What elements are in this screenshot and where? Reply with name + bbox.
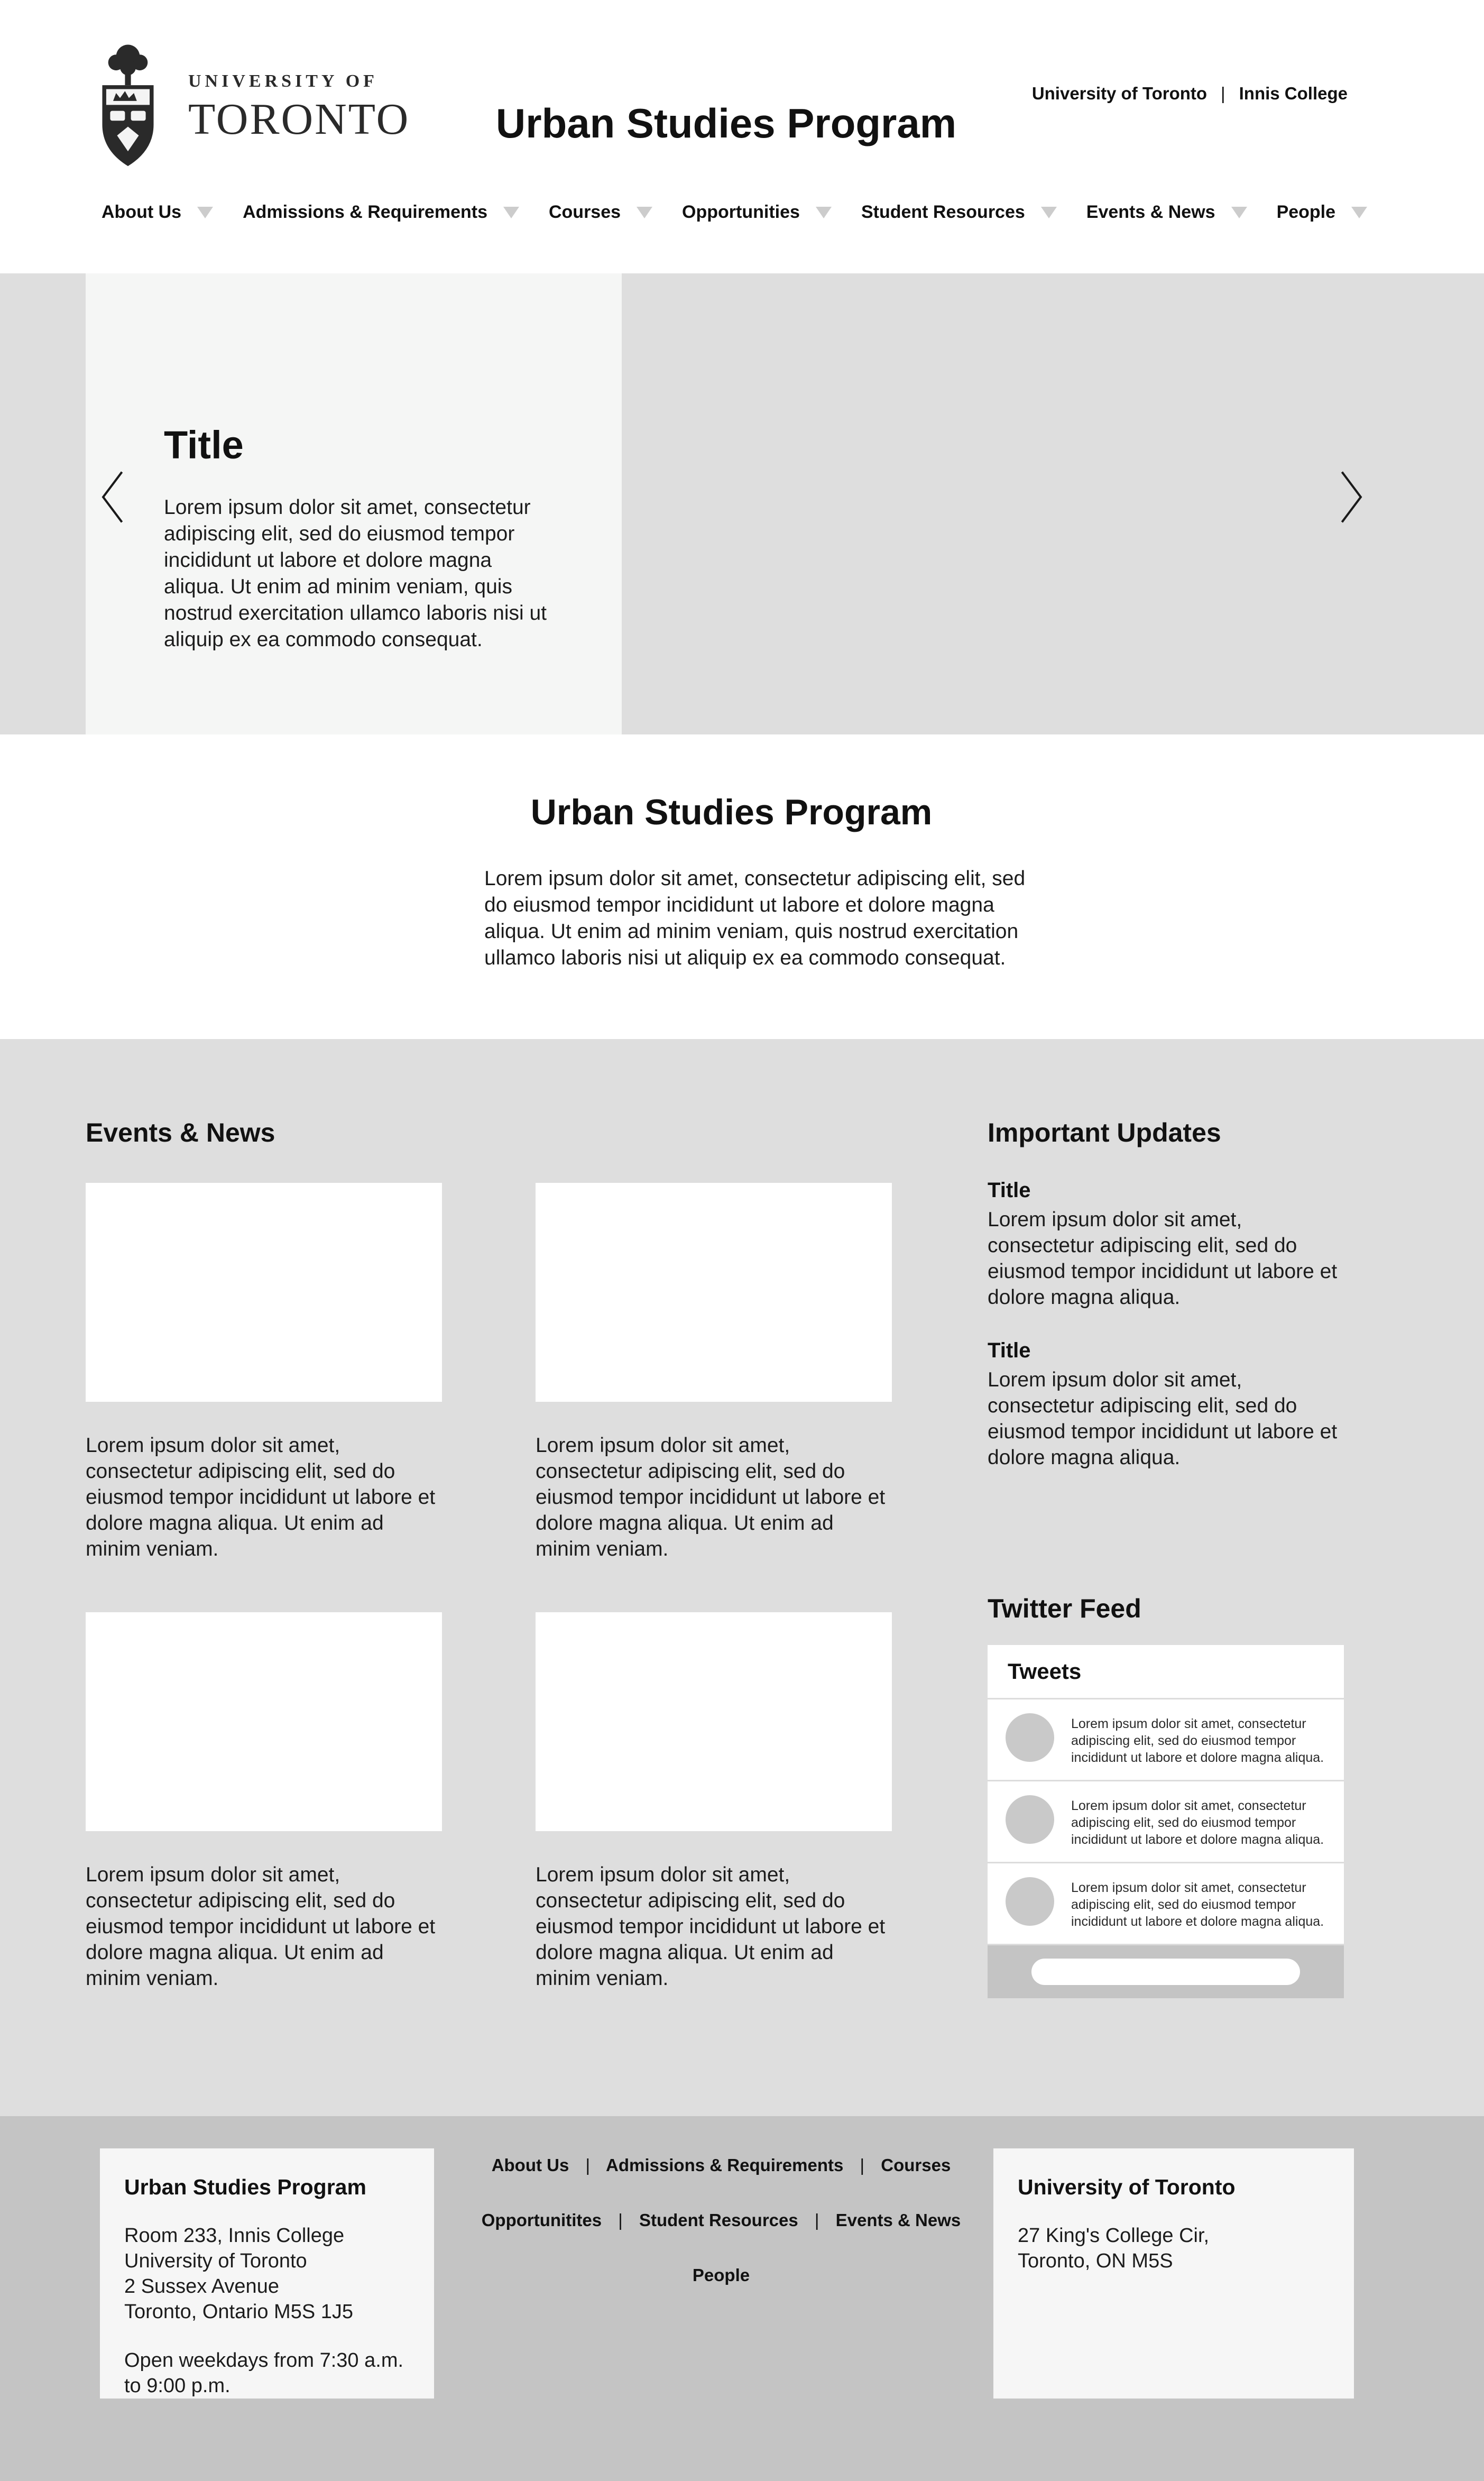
intro-heading: Urban Studies Program (530, 792, 933, 832)
affiliation-links (1032, 84, 1348, 104)
tweet-item[interactable] (988, 1863, 1344, 1945)
footer-nav-separator: | (585, 2155, 591, 2175)
footer-nav (449, 2155, 993, 2320)
footer-link-admissions[interactable]: Admissions & Requirements (606, 2155, 844, 2175)
address-line: University of Toronto (124, 2250, 307, 2272)
sidebar-column (988, 1117, 1353, 1998)
footer-contact-card (100, 2148, 434, 2399)
nav-label: Opportunities (682, 202, 800, 222)
hero-carousel (0, 273, 1484, 734)
tweet-item[interactable] (988, 1699, 1344, 1781)
event-image-placeholder (536, 1183, 892, 1402)
header (0, 0, 1484, 273)
intro-section (0, 734, 1484, 1039)
footer-contact-address (124, 2223, 410, 2324)
site-title: Urban Studies Program (495, 100, 957, 146)
footer-nav-row (449, 2155, 993, 2175)
nav-item-courses[interactable] (549, 202, 652, 223)
link-innis-college[interactable]: Innis College (1239, 84, 1348, 103)
important-updates-heading: Important Updates (988, 1118, 1221, 1147)
tweet-item[interactable] (988, 1781, 1344, 1863)
link-university-of-toronto[interactable]: University of Toronto (1031, 84, 1208, 103)
twitter-widget-footer (988, 1945, 1344, 1998)
twitter-feed-heading: Twitter Feed (988, 1594, 1141, 1623)
footer-link-events-news[interactable]: Events & News (835, 2210, 961, 2230)
event-caption: Lorem ipsum dolor sit amet, consectetur adipiscing elit, sed do eiusmod tempor incididunt ut labore et dolore magna aliqua. Ut enim ad minim veniam. (536, 1434, 886, 1560)
events-news-heading: Events & News (86, 1118, 275, 1147)
update-title: Title (988, 1339, 1031, 1362)
events-grid (86, 1183, 892, 1991)
nav-label: Events & News (1086, 202, 1215, 222)
chevron-left-icon (100, 470, 124, 525)
tweet-text: Lorem ipsum dolor sit amet, consectetur adipiscing elit, sed do eiusmod tempor incididunt ut labore et dolore magna aliqua. (1071, 1798, 1324, 1847)
chevron-down-icon (503, 207, 519, 218)
footer-link-people[interactable]: People (692, 2265, 750, 2285)
main-nav (102, 202, 1367, 223)
footer (0, 2116, 1484, 2481)
event-caption: Lorem ipsum dolor sit amet, consectetur adipiscing elit, sed do eiusmod tempor incididunt ut labore et dolore magna aliqua. Ut enim ad minim veniam. (86, 1434, 436, 1560)
nav-label: People (1276, 202, 1336, 222)
chevron-down-icon (197, 207, 213, 218)
event-card[interactable] (86, 1183, 442, 1562)
chevron-down-icon (1041, 207, 1057, 218)
nav-label: About Us (102, 202, 182, 222)
footer-university-heading: University of Toronto (1018, 2175, 1236, 2199)
footer-link-about-us[interactable]: About Us (491, 2155, 569, 2175)
affiliation-separator: | (1221, 84, 1225, 103)
update-text: Lorem ipsum dolor sit amet, consectetur adipiscing elit, sed do eiusmod tempor incididunt ut labore et dolore magna aliqua. (988, 1368, 1338, 1469)
footer-nav-separator: | (814, 2210, 819, 2230)
event-image-placeholder (86, 1612, 442, 1831)
event-card[interactable] (536, 1183, 892, 1562)
footer-university-card (993, 2148, 1354, 2399)
wordmark-line2: TORONTO (188, 94, 410, 144)
address-line: 2 Sussex Avenue (124, 2275, 279, 2298)
footer-nav-separator: | (860, 2155, 865, 2175)
tweet-text: Lorem ipsum dolor sit amet, consectetur adipiscing elit, sed do eiusmod tempor incididunt ut labore et dolore magna aliqua. (1071, 1880, 1324, 1929)
nav-label: Student Resources (861, 202, 1025, 222)
nav-label: Courses (548, 202, 621, 222)
avatar (1006, 1877, 1054, 1926)
nav-item-admissions[interactable] (243, 202, 519, 223)
address-line: Room 233, Innis College (124, 2225, 345, 2247)
address-line: Toronto, ON M5S (1018, 2250, 1173, 2272)
events-news-column (86, 1117, 892, 1991)
event-image-placeholder (86, 1183, 442, 1402)
avatar (1006, 1713, 1054, 1762)
twitter-action-button[interactable] (1031, 1959, 1300, 1985)
footer-nav-separator: | (618, 2210, 623, 2230)
carousel-prev-button[interactable] (91, 468, 133, 526)
footer-nav-row (449, 2210, 993, 2230)
chevron-down-icon (1351, 207, 1367, 218)
twitter-widget (988, 1645, 1344, 1998)
address-line: 27 King's College Cir, (1018, 2225, 1210, 2247)
carousel-next-button[interactable] (1331, 468, 1373, 526)
nav-item-opportunities[interactable] (682, 202, 832, 223)
content-section (0, 1039, 1484, 2116)
chevron-right-icon (1340, 470, 1363, 525)
updates-list (988, 1179, 1353, 1471)
event-caption: Lorem ipsum dolor sit amet, consectetur adipiscing elit, sed do eiusmod tempor incididunt ut labore et dolore magna aliqua. Ut enim ad minim veniam. (536, 1863, 886, 1990)
hero-slide-text: Lorem ipsum dolor sit amet, consectetur adipiscing elit, sed do eiusmod tempor incididunt ut labore et dolore magna aliqua. Ut enim ad minim veniam, quis nostrud exercitation ullamco laboris nisi ut aliquip ex ea commodo consequat. (164, 496, 547, 651)
avatar (1006, 1795, 1054, 1844)
wordmark-line1: UNIVERSITY OF (188, 71, 378, 91)
footer-hours: Open weekdays from 7:30 a.m. to 9:00 p.m. (124, 2349, 404, 2397)
footer-link-opportunities[interactable]: Opportunitites (481, 2210, 602, 2230)
footer-university-address (1018, 2223, 1330, 2274)
update-item (988, 1179, 1353, 1310)
footer-contact-heading: Urban Studies Program (124, 2175, 366, 2199)
update-title: Title (988, 1179, 1031, 1202)
update-text: Lorem ipsum dolor sit amet, consectetur adipiscing elit, sed do eiusmod tempor incididunt ut labore et dolore magna aliqua. (988, 1208, 1338, 1309)
footer-link-student-resources[interactable]: Student Resources (639, 2210, 798, 2230)
address-line: Toronto, Ontario M5S 1J5 (124, 2301, 353, 2323)
update-item (988, 1339, 1353, 1471)
chevron-down-icon (1231, 207, 1247, 218)
hero-slide-title: Title (164, 423, 244, 467)
chevron-down-icon (637, 207, 652, 218)
event-card[interactable] (86, 1612, 442, 1991)
event-caption: Lorem ipsum dolor sit amet, consectetur adipiscing elit, sed do eiusmod tempor incididunt ut labore et dolore magna aliqua. Ut enim ad minim veniam. (86, 1863, 436, 1990)
event-card[interactable] (536, 1612, 892, 1991)
nav-item-events-news[interactable] (1086, 202, 1247, 223)
chevron-down-icon (816, 207, 832, 218)
nav-item-about-us[interactable] (102, 202, 213, 223)
tweet-text: Lorem ipsum dolor sit amet, consectetur adipiscing elit, sed do eiusmod tempor incididunt ut labore et dolore magna aliqua. (1071, 1716, 1324, 1765)
footer-nav-row (449, 2265, 993, 2285)
nav-label: Admissions & Requirements (243, 202, 487, 222)
nav-item-people[interactable] (1277, 202, 1367, 223)
footer-link-courses[interactable]: Courses (881, 2155, 951, 2175)
tweets-header: Tweets (988, 1645, 1344, 1699)
nav-item-student-resources[interactable] (861, 202, 1057, 223)
intro-text: Lorem ipsum dolor sit amet, consectetur adipiscing elit, sed do eiusmod tempor incididunt ut labore et dolore magna aliqua. Ut enim ad minim veniam, quis nostrud exercitation ullamco laboris nisi ut aliquip ex ea commodo consequat. (484, 867, 1026, 969)
event-image-placeholder (536, 1612, 892, 1831)
